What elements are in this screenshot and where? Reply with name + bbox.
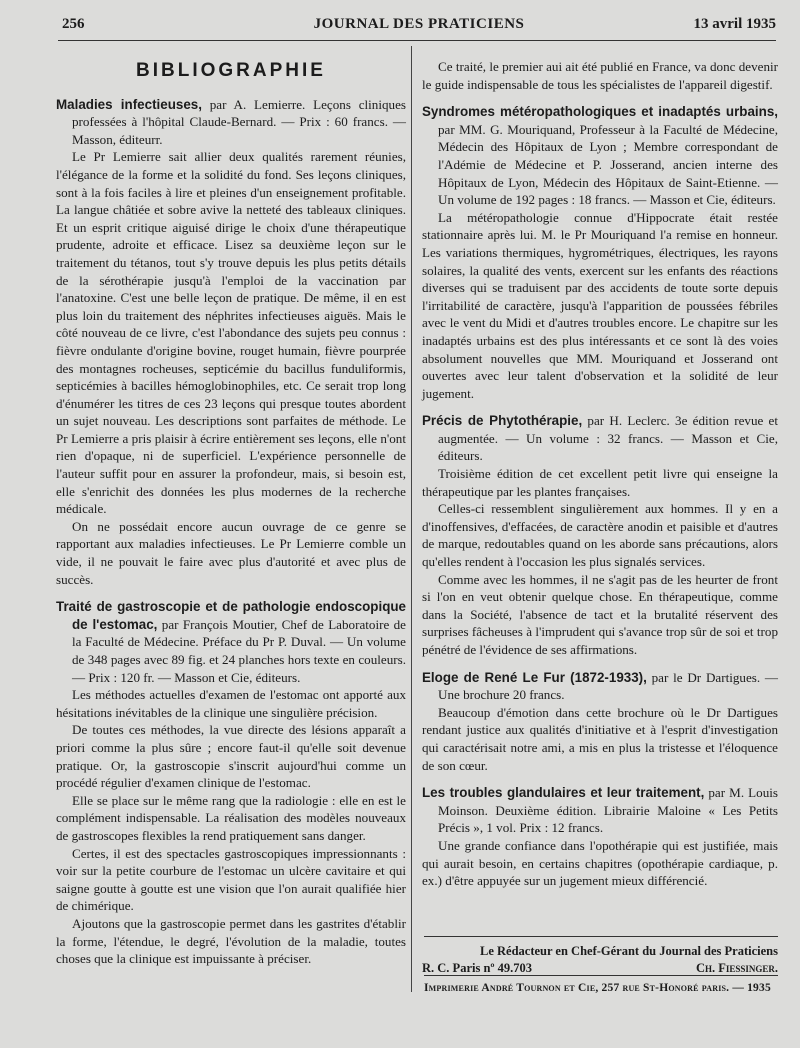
right-column <box>422 58 778 890</box>
review-heading <box>56 96 406 149</box>
registration-line <box>422 961 778 976</box>
review-paragraph: Troisième édition de cet excellent petit livre qui enseigne la thérapeutique par les plantes françaises. <box>422 466 778 499</box>
footer-rule <box>424 936 778 937</box>
printer-text: Imprimerie André Tournon et Cie, 257 rue St-Honoré paris. — 1935 <box>424 982 771 994</box>
left-column <box>56 56 406 968</box>
book-title: Eloge de René Le Fur (1872-1933), <box>422 669 647 685</box>
review-heading <box>422 784 778 837</box>
review-paragraph: On ne possédait encore aucun ouvrage de ce genre se rapportant aux maladies infectieuses. Le Pr Lemierre comble un vide, il ne pouvait le faire avec plus d'autorité et avec plus de succès. <box>56 518 406 587</box>
rc-number: R. C. Paris nº 49.703 <box>422 961 533 975</box>
printer-line <box>424 982 778 994</box>
review-paragraph: De toutes ces méthodes, la vue directe des lésions apparaît a priori comme la plus sûre ; encore faut-il qu'elle soit devenue pratique. Or, la gastroscopie s'inscrit aujourd'hui comme un procédé régulier d'examen clinique de l'estomac. <box>56 722 406 791</box>
review-heading <box>422 412 778 465</box>
review-paragraph: Certes, il est des spectacles gastroscopiques impressionnants : voir sur la petite courbure de l'estomac un ulcère cavitaire et qui saigne goutte à goutte est une vision que l'on aurait qualifiée hier de chimérique. <box>56 845 406 914</box>
book-citation: par MM. G. Mouriquand, Professeur à la Faculté de Médecine, Médecin des Hôpitaux de Lyon ; Membre correspondant de l'Adémie de Médecine et P. Josserand, ancien interne des Hôpitaux de Lyon, Médecin des Hôpitaux de Saint-Etienne. — Un volume de 192 pages : 18 francs. — Masson et Cie, éditeurs. <box>438 121 778 208</box>
journal-title: JOURNAL DES PRATICIENS <box>313 16 525 32</box>
review-paragraph: Elle se place sur le même rang que la radiologie : elle en est le complément indispensable. La réalisation des modèles nouveaux de gastroscopes flexibles la rend pratiquement sans danger. <box>56 792 406 843</box>
book-citation: par M. Louis Moinson. Deuxième édition. Librairie Maloine « Les Petits Précis », 1 vol. Prix : 12 francs. <box>438 785 778 836</box>
page-header <box>62 14 776 38</box>
footer-rule <box>424 975 778 976</box>
book-title: Syndromes météropathologiques et inadaptés urbains, <box>422 104 778 120</box>
header-rule <box>58 40 776 41</box>
editor-name: Ch. Fiessinger. <box>695 961 778 975</box>
book-title: Les troubles glandulaires et leur traitement, <box>422 785 705 801</box>
review-heading <box>56 598 406 686</box>
review-paragraph: Ajoutons que la gastroscopie permet dans les gastrites d'établir la forme, l'étendue, le degré, l'évolution de la maladie, toutes choses que la clinique est impuissante à préciser. <box>56 915 406 967</box>
book-citation: par H. Leclerc. 3e édition revue et augmentée. — Un volume : 32 francs. — Masson et Cie, éditeurs. <box>438 413 778 464</box>
book-citation: par François Moutier, Chef de Laboratoire de la Faculté de Médecine. Préface du Pr P. Duval. — Un volume de 348 pages avec 89 fig. et 24 planches hors texte en couleurs. — Prix : 120 fr. — Masson et Cie, éditeurs. <box>72 616 406 685</box>
editor-line: Le Rédacteur en Chef-Gérant du Journal des Praticiens <box>479 944 778 958</box>
review-paragraph: Beaucoup d'émotion dans cette brochure où le Dr Dartigues rendant justice aux qualités d'initiative et à l'esprit d'investigation qui caractérisait notre ami, a mis en plus la tristesse et l'éloquence de son cœur. <box>422 704 778 773</box>
review-paragraph: La météropathologie connue d'Hippocrate était restée stationnaire après lui. M. le Pr Mouriquand l'a remise en honneur. Les variations thermiques, hygrométriques, électriques, les rayons solaires, la qualité des vents, exercent sur les enfants des réactions diverses qui se traduisent par des accidents de toute sorte depuis l'irritabilité de caractère, jusqu'à l'apparition de poussées fébriles avec le vent du Midi et d'autres troubles encore. Le chapitre sur les inadaptés urbains est des plus intéressants et ce sont là des voies absolument nouvelles que MM. Mouriquand et Josserand ont ouvertes avec leur talent d'observation et la solidité de leur jugement. <box>422 209 778 401</box>
book-citation: par le Dr Dartigues. — Une brochure 20 francs. <box>438 669 778 703</box>
review-paragraph: Une grande confiance dans l'opothérapie qui est justifiée, mais qui aurait besoin, en certains chapitres (opothérapie cardiaque, p. ex.) d'être appuyée sur un jugement mieux différencié. <box>422 837 778 889</box>
review-paragraph: Le Pr Lemierre sait allier deux qualités rarement réunies, l'élégance de la forme et la solidité du fond. Ses leçons cliniques, sont à la fois faciles à lire et pleines d'un enseignement profitable. La langue châtiée et sobre avive la netteté des tableaux cliniques. Et un esprit critique aiguisé dirige le choix d'une thérapeutique prudente, adroite et efficace. Lisez sa deuxième leçon sur le traitement du tétanos, tout s'y trouve depuis les plus petits détails de la sérothérapie jusqu'à l'emploi de la vaccination par l'anatoxine. C'est une belle leçon de pratique. De même, il en est plus loin du traitement des néphrites infectieuses aiguës. Mais le côté nouveau de ce livre, c'est l'abondance des sujets peu connus : fièvre ondulante d'origine bovine, rouget humain, fièvre pourprée des montagnes rocheuses, septicémie du bacillus funduliformis, septicémies à bacilles hémoglobinophiles, etc. Ce serait trop long d'énumérer les titres de ces 23 leçons qui presque toutes abordent un sujet nouveau. Les descriptions sont parfaites de méthode. Le Pr Lemierre a pris plaisir à écrire entièrement ses leçons, elle n'ont rien d'opaque, ni de superficiel. L'expérience personnelle de l'auteur suffit pour en assurer la profondeur, mais, si besoin est, elle s'enrichit des données les plus modernes de la recherche médicale. <box>56 149 406 517</box>
section-title: BIBLIOGRAPHIE <box>136 60 326 81</box>
review-paragraph: Ce traité, le premier aui ait été publié en France, va donc devenir le guide indispensable de tous les spécialistes de l'appareil digestif. <box>422 59 778 92</box>
review-paragraph: Les méthodes actuelles d'examen de l'estomac ont apporté aux hésitations inévitables de la clinique une singulière précision. <box>56 687 406 720</box>
book-title: Maladies infectieuses, <box>56 96 202 112</box>
book-title: Traité de gastroscopie et de pathologie endoscopique de l'estomac, <box>56 599 406 632</box>
review-paragraph: Celles-ci ressemblent singulièrement aux hommes. Il y en a d'inoffensives, d'effacées, de caractère anodin et paisible et d'autres de marque, redoutables quand on les aborde sans précautions, alors qu'elles rendent à l'occasion les plus signalés services. <box>422 501 778 570</box>
review-heading <box>422 103 778 209</box>
issue-date: 13 avril 1935 <box>693 16 776 32</box>
review-paragraph: Comme avec les hommes, il ne s'agit pas de les heurter de front si l'on en veut obtenir quelque chose. En thérapeutique, comme dans la Société, l'absence de tact et la brutalité réservent des surprises fâcheuses à l'imprudent qui s'avance trop sûr de soi et trop pénétré de l'évidence de ses affirmations. <box>422 571 778 657</box>
page-number: 256 <box>62 16 85 32</box>
book-title: Précis de Phytothérapie, <box>422 413 583 429</box>
book-citation: par A. Lemierre. Leçons cliniques professées à l'hôpital Claude-Bernard. — Prix : 60 francs. — Masson, éditeurr. <box>72 96 406 147</box>
review-heading <box>422 669 778 704</box>
column-divider <box>411 46 412 992</box>
